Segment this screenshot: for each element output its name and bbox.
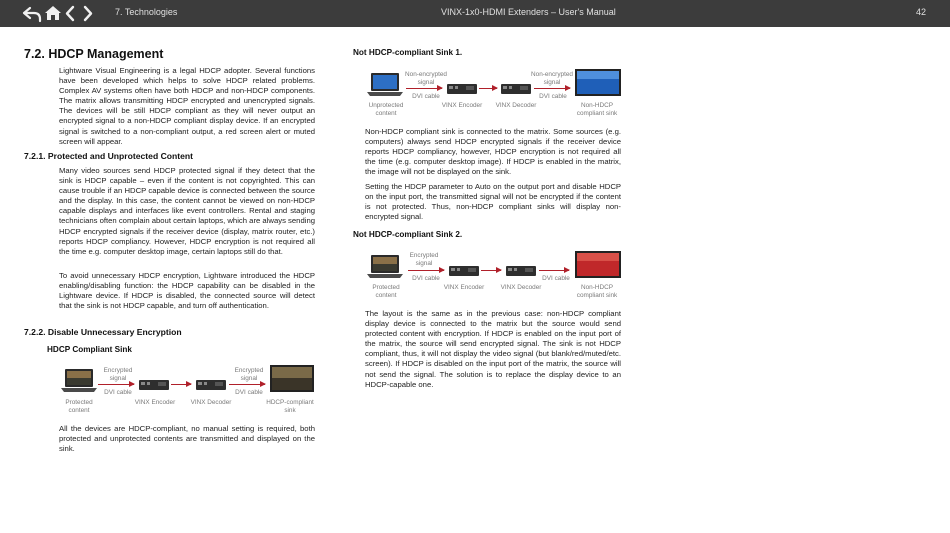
back-icon[interactable] (22, 3, 42, 24)
decoder-label: VINX Decoder (495, 102, 537, 109)
dvi-cable-label: DVI cable (542, 275, 570, 282)
signal-arrow (479, 88, 497, 89)
section-breadcrumb[interactable]: 7. Technologies (115, 7, 178, 17)
non-compliant-1-paragraph: Non-HDCP compliant sink is connected to the matrix. Some sources (e.g. computers) always send HDCP encrypted signals if the receiver device reports HDCP compliancy, however, HDCP encryption is not required all the time (e.g. computer desktop image). If HDCP is enabled in the matrix, the image will not be displayed on the sink. (365, 127, 621, 177)
sink-label: HDCP-compliant sink (266, 399, 314, 414)
decoder-device-icon (195, 378, 227, 392)
dvi-cable-label: DVI cable (104, 389, 132, 396)
hdcp-compliant-sink-heading: HDCP Compliant Sink (47, 345, 132, 354)
signal-arrow (481, 270, 501, 271)
signal-arrow (229, 384, 265, 385)
source-label: Protected content (372, 284, 400, 299)
signal-arrow (98, 384, 134, 385)
non-compliant-sink-2-diagram (362, 249, 624, 304)
source-label: Protected content (65, 399, 93, 414)
manual-title: VINX-1x0-HDMI Extenders – User's Manual (441, 7, 616, 17)
hdcp-compliant-diagram (58, 363, 318, 418)
dvi-cable-label: DVI cable (539, 93, 567, 100)
non-compliant-sink-1-heading: Not HDCP-compliant Sink 1. (353, 48, 463, 57)
signal-arrow (171, 384, 191, 385)
non-hdcp-display-icon (574, 68, 622, 98)
encoder-device-icon (138, 378, 170, 392)
subheading-protected-content: 7.2.1. Protected and Unprotected Content (24, 151, 194, 161)
previous-page-icon[interactable] (65, 3, 75, 24)
non-compliant-sink-1-diagram (362, 67, 624, 122)
compliant-sink-paragraph: All the devices are HDCP-compliant, no manual setting is required, both protected and unprotected contents are transmitted and displayed on the sink. (59, 424, 315, 454)
source-label: Unprotected content (368, 102, 404, 117)
sink-label: Non-HDCP compliant sink (576, 284, 618, 299)
dvi-cable-label: DVI cable (412, 275, 440, 282)
encrypted-signal-label: Encrypted signal (409, 252, 439, 267)
protected-content-paragraph: Many video sources send HDCP protected signal if they detect that the sink is HDCP capable – even if the content is not copyrighted. This can cause trouble if an HDCP capable device is connected between the source and the display. In this case, the content cannot be viewed on non-HDCP capable displays and interfaces like event controllers. Rental and staging technicians often complain about certain laptops, which are always sending HDCP encrypted signals if the receiver device (display, matrix router, etc.) reports HDCP compliancy. However, HDCP encryption is not required all the time e.g. computer desktop image, certain laptops still do that. (59, 166, 315, 256)
encrypted-signal-label: Encrypted signal (103, 367, 133, 382)
non-encrypted-signal-label: Non-encrypted signal (531, 71, 573, 86)
top-bar (0, 0, 950, 27)
next-page-icon[interactable] (83, 3, 93, 24)
encoder-label: VINX Encoder (443, 284, 485, 291)
decoder-label: VINX Decoder (190, 399, 232, 406)
decoder-device-icon (505, 264, 537, 278)
non-compliant-2-paragraph: The layout is the same as in the previous case: non-HDCP compliant display device is connected to the matrix but the source would send protected content with encryption. If HDCP is enabled on the input port of the matrix, the source will send encrypted signal. The sink is not HDCP compliant, thus, it will not display the video signal (but blank/red/muted/etc. screen). If HDCP is disabled on the input port of the matrix, the source will not send the signal. The solution is to replace the display device to an HDCP-capable one. (365, 309, 621, 389)
subheading-disable-encryption: 7.2.2. Disable Unnecessary Encryption (24, 327, 182, 337)
sink-label: Non-HDCP compliant sink (576, 102, 618, 117)
laptop-icon (60, 368, 98, 393)
non-compliant-sink-2-heading: Not HDCP-compliant Sink 2. (353, 230, 463, 239)
encoder-device-icon (448, 264, 480, 278)
laptop-icon (366, 254, 404, 279)
intro-paragraph: Lightware Visual Engineering is a legal HDCP adopter. Several functions have been developed which helps to solve HDCP related problems. Complex AV systems often have both HDCP and non-HDCP components. The matrix allows transmitting HDCP encrypted and unencrypted signals. The devices will be still HDCP compliant as they will never output an encrypted signal to a non-HDCP compliant display device. If an encrypted signal is switched to a non-compliant output, a red screen alert or muted screen will appear. (59, 66, 315, 146)
hdcp-display-icon (269, 364, 315, 394)
hdcp-auto-paragraph: Setting the HDCP parameter to Auto on the output port and disable HDCP on the input port, the transmitted signal will not be encrypted if the content is not protected. Thus, non-HDCP compliant sinks will display non-encrypted signal. (365, 182, 621, 222)
encoder-device-icon (446, 82, 478, 96)
red-screen-display-icon (574, 250, 622, 280)
signal-arrow (408, 270, 444, 271)
page-number: 42 (916, 7, 927, 17)
encoder-label: VINX Encoder (441, 102, 483, 109)
dvi-cable-label: DVI cable (412, 93, 440, 100)
encrypted-signal-label: Encrypted signal (234, 367, 264, 382)
hdcp-disable-paragraph: To avoid unnecessary HDCP encryption, Lightware introduced the HDCP enabling/disabling function: the HDCP capability can be disabled in the Lightware device. If HDCP is disabled, the connected source will detect that the sink is not HDCP capable, and turn off authentication. (59, 271, 315, 311)
non-encrypted-signal-label: Non-encrypted signal (405, 71, 447, 86)
laptop-icon (366, 72, 404, 97)
dvi-cable-label: DVI cable (235, 389, 263, 396)
signal-arrow (539, 270, 569, 271)
decoder-label: VINX Decoder (500, 284, 542, 291)
section-heading-hdcp-management: 7.2. HDCP Management (24, 47, 164, 61)
encoder-label: VINX Encoder (134, 399, 176, 406)
signal-arrow (406, 88, 442, 89)
home-icon[interactable] (44, 3, 62, 24)
signal-arrow (534, 88, 570, 89)
